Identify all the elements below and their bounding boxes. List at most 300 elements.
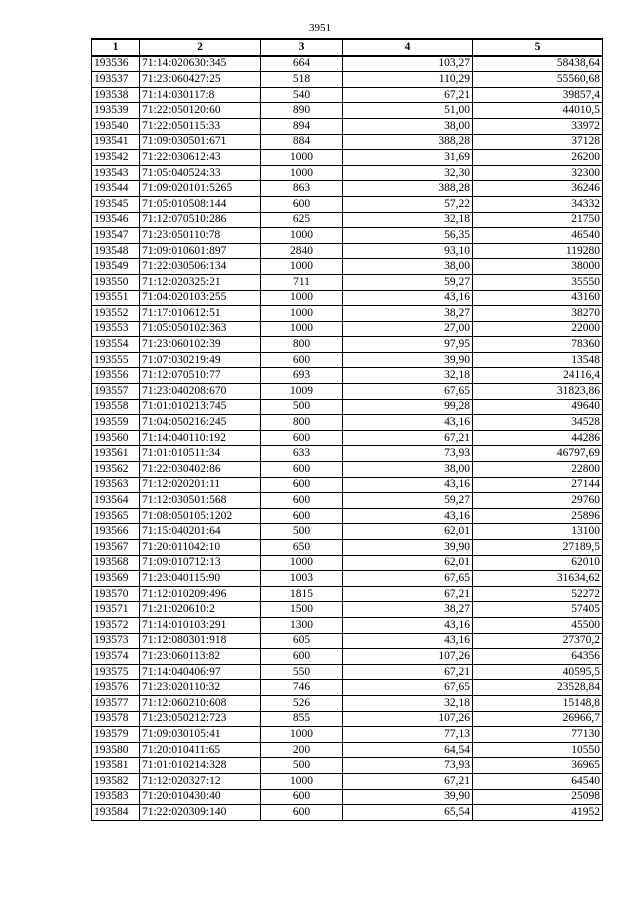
table-cell: 1815 [261, 586, 343, 602]
table-cell: 71:04:050216:245 [140, 415, 261, 431]
table-cell: 193545 [92, 196, 140, 212]
table-cell: 64,54 [343, 742, 473, 758]
table-row [92, 680, 603, 696]
table-cell: 71:23:050110:78 [140, 228, 261, 244]
table-cell: 38,27 [343, 306, 473, 322]
table-cell: 35550 [473, 274, 603, 290]
table-cell: 71:14:020630:345 [140, 56, 261, 72]
table-cell: 71:22:050115:33 [140, 118, 261, 134]
table-cell: 71:05:050102:363 [140, 321, 261, 337]
table-cell: 71:12:030501:568 [140, 493, 261, 509]
table-cell: 71:21:020610:2 [140, 602, 261, 618]
table-row [92, 72, 603, 88]
table-cell: 518 [261, 72, 343, 88]
table-cell: 71:01:010511:34 [140, 446, 261, 462]
table-cell: 1009 [261, 384, 343, 400]
table-cell: 67,21 [343, 664, 473, 680]
table-cell: 39,90 [343, 352, 473, 368]
table-row [92, 508, 603, 524]
table-cell: 71:23:050212:723 [140, 711, 261, 727]
table-cell: 193557 [92, 384, 140, 400]
table-row [92, 243, 603, 259]
table-cell: 200 [261, 742, 343, 758]
table-cell: 26200 [473, 150, 603, 166]
table-cell: 550 [261, 664, 343, 680]
table-cell: 1000 [261, 165, 343, 181]
table-row [92, 602, 603, 618]
table-cell: 59,27 [343, 274, 473, 290]
table-row [92, 524, 603, 540]
table-row [92, 56, 603, 72]
table-cell: 71:23:060102:39 [140, 337, 261, 353]
table-cell: 500 [261, 399, 343, 415]
table-row [92, 586, 603, 602]
table-cell: 71:23:060427:25 [140, 72, 261, 88]
table-cell: 27,00 [343, 321, 473, 337]
table-row [92, 446, 603, 462]
table-cell: 67,65 [343, 571, 473, 587]
table-cell: 46797,69 [473, 446, 603, 462]
table-row [92, 306, 603, 322]
table-row [92, 290, 603, 306]
table-cell: 193572 [92, 617, 140, 633]
table-cell: 45500 [473, 617, 603, 633]
table-cell: 32,18 [343, 212, 473, 228]
table-cell: 38,27 [343, 602, 473, 618]
table-cell: 71:05:040524:33 [140, 165, 261, 181]
table-cell: 193541 [92, 134, 140, 150]
table-row [92, 540, 603, 556]
table-cell: 193580 [92, 742, 140, 758]
table-cell: 193559 [92, 415, 140, 431]
table-cell: 1000 [261, 290, 343, 306]
table-cell: 44286 [473, 430, 603, 446]
table-row [92, 384, 603, 400]
table-cell: 193539 [92, 103, 140, 119]
table-cell: 39857,4 [473, 87, 603, 103]
table-row [92, 134, 603, 150]
table-cell: 193565 [92, 508, 140, 524]
table-cell: 67,21 [343, 87, 473, 103]
table-cell: 51,00 [343, 103, 473, 119]
table-cell: 1003 [261, 571, 343, 587]
table-cell: 71:04:020103:255 [140, 290, 261, 306]
table-cell: 693 [261, 368, 343, 384]
table-cell: 193564 [92, 493, 140, 509]
table-cell: 193581 [92, 758, 140, 774]
table-cell: 71:22:030506:134 [140, 259, 261, 275]
table-cell: 1500 [261, 602, 343, 618]
table-cell: 64356 [473, 649, 603, 665]
table-cell: 800 [261, 337, 343, 353]
table-row [92, 103, 603, 119]
table-cell: 71:09:030105:41 [140, 727, 261, 743]
table-cell: 193561 [92, 446, 140, 462]
table-cell: 71:12:060210:608 [140, 695, 261, 711]
table-cell: 1000 [261, 773, 343, 789]
table-cell: 1000 [261, 727, 343, 743]
table-cell: 59,27 [343, 493, 473, 509]
table-row [92, 368, 603, 384]
table-cell: 193569 [92, 571, 140, 587]
table-cell: 193576 [92, 680, 140, 696]
table-cell: 71:14:010103:291 [140, 617, 261, 633]
table-cell: 41952 [473, 805, 603, 821]
table-cell: 22000 [473, 321, 603, 337]
table-cell: 39,90 [343, 789, 473, 805]
table-cell: 71:22:030402:86 [140, 462, 261, 478]
table-cell: 600 [261, 196, 343, 212]
table-cell: 600 [261, 649, 343, 665]
table-cell: 71:20:011042:10 [140, 540, 261, 556]
table-cell: 32,18 [343, 695, 473, 711]
table-row [92, 711, 603, 727]
table-cell: 193577 [92, 695, 140, 711]
table-cell: 71:09:010712:13 [140, 555, 261, 571]
table-row [92, 196, 603, 212]
table-cell: 13548 [473, 352, 603, 368]
table-cell: 71:23:020110:32 [140, 680, 261, 696]
table-row [92, 352, 603, 368]
table-cell: 71:12:080301:918 [140, 633, 261, 649]
table-cell: 32,30 [343, 165, 473, 181]
table-cell: 600 [261, 430, 343, 446]
table-row [92, 274, 603, 290]
table-row [92, 399, 603, 415]
table-row [92, 118, 603, 134]
table-cell: 193575 [92, 664, 140, 680]
table-cell: 31634,62 [473, 571, 603, 587]
table-cell: 93,10 [343, 243, 473, 259]
table-cell: 500 [261, 758, 343, 774]
table-cell: 97,95 [343, 337, 473, 353]
table-cell: 25098 [473, 789, 603, 805]
table-cell: 71:23:040208:670 [140, 384, 261, 400]
table-cell: 1000 [261, 306, 343, 322]
table-row [92, 633, 603, 649]
table-cell: 71:22:050120:60 [140, 103, 261, 119]
table-cell: 193555 [92, 352, 140, 368]
table-cell: 193536 [92, 56, 140, 72]
table-cell: 193566 [92, 524, 140, 540]
table-cell: 62010 [473, 555, 603, 571]
table-row [92, 462, 603, 478]
table-cell: 71:17:010612:51 [140, 306, 261, 322]
table-cell: 52272 [473, 586, 603, 602]
table-cell: 193560 [92, 430, 140, 446]
table-cell: 71:12:020325:21 [140, 274, 261, 290]
table-cell: 625 [261, 212, 343, 228]
table-cell: 49640 [473, 399, 603, 415]
table-cell: 33972 [473, 118, 603, 134]
table-cell: 13100 [473, 524, 603, 540]
table-cell: 1000 [261, 150, 343, 166]
table-cell: 71:12:020327:12 [140, 773, 261, 789]
table-row [92, 727, 603, 743]
table-cell: 43160 [473, 290, 603, 306]
table-row [92, 695, 603, 711]
page-number: 3951 [309, 22, 331, 34]
table-cell: 71:22:030612:43 [140, 150, 261, 166]
table-cell: 600 [261, 462, 343, 478]
table-cell: 388,28 [343, 134, 473, 150]
table-cell: 38270 [473, 306, 603, 322]
table-row [92, 259, 603, 275]
table-cell: 119280 [473, 243, 603, 259]
header-row [92, 39, 603, 56]
table-cell: 71:12:070510:77 [140, 368, 261, 384]
table-cell: 43,16 [343, 508, 473, 524]
table-cell: 650 [261, 540, 343, 556]
table-cell: 71:01:010214:328 [140, 758, 261, 774]
table-cell: 500 [261, 524, 343, 540]
table-cell: 193584 [92, 805, 140, 821]
table-row [92, 555, 603, 571]
table-cell: 65,54 [343, 805, 473, 821]
column-header: 4 [343, 39, 473, 56]
table-cell: 193573 [92, 633, 140, 649]
table-row [92, 228, 603, 244]
table-cell: 21750 [473, 212, 603, 228]
table-cell: 193554 [92, 337, 140, 353]
table-row [92, 571, 603, 587]
table-cell: 71:12:010209:496 [140, 586, 261, 602]
table-cell: 67,21 [343, 773, 473, 789]
table-row [92, 789, 603, 805]
table-cell: 27144 [473, 477, 603, 493]
table-row [92, 181, 603, 197]
table-cell: 32,18 [343, 368, 473, 384]
table-cell: 1000 [261, 321, 343, 337]
table-cell: 58438,64 [473, 56, 603, 72]
table-cell: 10550 [473, 742, 603, 758]
table-cell: 71:20:010430:40 [140, 789, 261, 805]
table-cell: 193546 [92, 212, 140, 228]
table-row [92, 430, 603, 446]
table-cell: 193548 [92, 243, 140, 259]
column-header: 3 [261, 39, 343, 56]
table-cell: 605 [261, 633, 343, 649]
table-cell: 67,65 [343, 680, 473, 696]
table-cell: 388,28 [343, 181, 473, 197]
table-cell: 43,16 [343, 415, 473, 431]
table-cell: 110,29 [343, 72, 473, 88]
table-cell: 193558 [92, 399, 140, 415]
table-cell: 193567 [92, 540, 140, 556]
table-cell: 32300 [473, 165, 603, 181]
table-cell: 193550 [92, 274, 140, 290]
data-table [91, 38, 603, 821]
table-cell: 38,00 [343, 118, 473, 134]
table-cell: 56,35 [343, 228, 473, 244]
column-header: 2 [140, 39, 261, 56]
table-cell: 107,26 [343, 711, 473, 727]
table-cell: 894 [261, 118, 343, 134]
table-cell: 526 [261, 695, 343, 711]
table-cell: 193578 [92, 711, 140, 727]
table-cell: 193549 [92, 259, 140, 275]
table-cell: 27189,5 [473, 540, 603, 556]
table-cell: 71:09:030501:671 [140, 134, 261, 150]
table-row [92, 805, 603, 821]
table-cell: 884 [261, 134, 343, 150]
table-cell: 600 [261, 508, 343, 524]
table-cell: 193568 [92, 555, 140, 571]
table-cell: 664 [261, 56, 343, 72]
table-cell: 71:23:040115:90 [140, 571, 261, 587]
table-cell: 67,21 [343, 586, 473, 602]
table-cell: 31823,86 [473, 384, 603, 400]
column-header: 5 [473, 39, 603, 56]
table-cell: 193538 [92, 87, 140, 103]
table-cell: 39,90 [343, 540, 473, 556]
table-cell: 71:08:050105:1202 [140, 508, 261, 524]
table-row [92, 664, 603, 680]
table-cell: 600 [261, 789, 343, 805]
table-cell: 855 [261, 711, 343, 727]
table-cell: 43,16 [343, 617, 473, 633]
table-cell: 71:15:040201:64 [140, 524, 261, 540]
table-cell: 78360 [473, 337, 603, 353]
table-cell: 193547 [92, 228, 140, 244]
table-cell: 43,16 [343, 633, 473, 649]
table-cell: 77130 [473, 727, 603, 743]
table-row [92, 758, 603, 774]
table-cell: 711 [261, 274, 343, 290]
table-cell: 193579 [92, 727, 140, 743]
table-row [92, 165, 603, 181]
table-cell: 57,22 [343, 196, 473, 212]
table-cell: 540 [261, 87, 343, 103]
table-cell: 193544 [92, 181, 140, 197]
table-cell: 1000 [261, 228, 343, 244]
table-cell: 193582 [92, 773, 140, 789]
table-row [92, 87, 603, 103]
table-cell: 600 [261, 805, 343, 821]
table-cell: 71:12:020201:11 [140, 477, 261, 493]
table-cell: 107,26 [343, 649, 473, 665]
table-cell: 193571 [92, 602, 140, 618]
table-cell: 38000 [473, 259, 603, 275]
table-cell: 36246 [473, 181, 603, 197]
table-cell: 44010,5 [473, 103, 603, 119]
table-row [92, 337, 603, 353]
table-row [92, 150, 603, 166]
table-cell: 73,93 [343, 758, 473, 774]
table-cell: 64540 [473, 773, 603, 789]
table-row [92, 212, 603, 228]
table-row [92, 649, 603, 665]
table-cell: 38,00 [343, 462, 473, 478]
table-cell: 23528,84 [473, 680, 603, 696]
table-cell: 193537 [92, 72, 140, 88]
table-cell: 71:05:010508:144 [140, 196, 261, 212]
table-cell: 27370,2 [473, 633, 603, 649]
table-cell: 1000 [261, 555, 343, 571]
table-cell: 40595,5 [473, 664, 603, 680]
table-cell: 34332 [473, 196, 603, 212]
table-cell: 600 [261, 493, 343, 509]
table-cell: 103,27 [343, 56, 473, 72]
table-cell: 193570 [92, 586, 140, 602]
table-row [92, 742, 603, 758]
table-cell: 15148,8 [473, 695, 603, 711]
table-cell: 1000 [261, 259, 343, 275]
table-cell: 800 [261, 415, 343, 431]
table-cell: 193574 [92, 649, 140, 665]
table-cell: 77,13 [343, 727, 473, 743]
table-cell: 57405 [473, 602, 603, 618]
table-cell: 193563 [92, 477, 140, 493]
table-cell: 2840 [261, 243, 343, 259]
table-cell: 37128 [473, 134, 603, 150]
table-cell: 890 [261, 103, 343, 119]
table-cell: 193543 [92, 165, 140, 181]
table-cell: 193552 [92, 306, 140, 322]
table-cell: 31,69 [343, 150, 473, 166]
table-cell: 193542 [92, 150, 140, 166]
table-cell: 73,93 [343, 446, 473, 462]
table-cell: 600 [261, 352, 343, 368]
table-cell: 71:22:020309:140 [140, 805, 261, 821]
table-cell: 600 [261, 477, 343, 493]
table-cell: 22800 [473, 462, 603, 478]
table-cell: 71:14:030117:8 [140, 87, 261, 103]
table-cell: 71:23:060113:82 [140, 649, 261, 665]
table-cell: 25896 [473, 508, 603, 524]
table-cell: 193556 [92, 368, 140, 384]
column-header: 1 [92, 39, 140, 56]
table-cell: 1300 [261, 617, 343, 633]
table-cell: 38,00 [343, 259, 473, 275]
table-cell: 36965 [473, 758, 603, 774]
table-cell: 24116,4 [473, 368, 603, 384]
table-cell: 99,28 [343, 399, 473, 415]
table-cell: 633 [261, 446, 343, 462]
table-cell: 43,16 [343, 290, 473, 306]
table-row [92, 617, 603, 633]
table-cell: 71:14:040406:97 [140, 664, 261, 680]
table-row [92, 415, 603, 431]
table-cell: 43,16 [343, 477, 473, 493]
table-body [92, 56, 603, 821]
table-cell: 71:12:070510:286 [140, 212, 261, 228]
table-cell: 193583 [92, 789, 140, 805]
table-cell: 71:20:010411:65 [140, 742, 261, 758]
table-cell: 71:09:010601:897 [140, 243, 261, 259]
table-cell: 34528 [473, 415, 603, 431]
table-cell: 29760 [473, 493, 603, 509]
table-cell: 71:14:040110:192 [140, 430, 261, 446]
table-cell: 863 [261, 181, 343, 197]
table-cell: 67,65 [343, 384, 473, 400]
table-cell: 71:01:010213:745 [140, 399, 261, 415]
table-row [92, 477, 603, 493]
table-row [92, 321, 603, 337]
table-cell: 71:07:030219:49 [140, 352, 261, 368]
table-cell: 55560,68 [473, 72, 603, 88]
table-cell: 193562 [92, 462, 140, 478]
table-cell: 193551 [92, 290, 140, 306]
table-cell: 746 [261, 680, 343, 696]
table-cell: 46540 [473, 228, 603, 244]
table-cell: 71:09:020101:5265 [140, 181, 261, 197]
table-cell: 26966,7 [473, 711, 603, 727]
table-cell: 62,01 [343, 555, 473, 571]
table-row [92, 773, 603, 789]
table-cell: 62,01 [343, 524, 473, 540]
table-cell: 193540 [92, 118, 140, 134]
